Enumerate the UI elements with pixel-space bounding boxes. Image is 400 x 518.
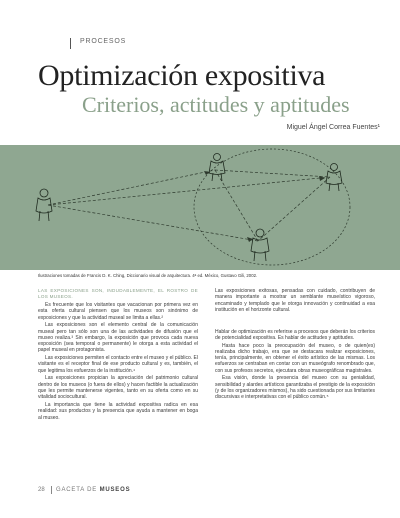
body-paragraph: Las exposiciones son el elemento central de la comunicación museal pero tan sólo son una de las actividades de difusión que el museo realiza.³ Sin embargo, la exposición que provoca cada nueva exposición (sea temporal o permanente) le otorga a esta actividad el papel museal en protagonista. [38,322,198,354]
figure-illustration [0,145,400,270]
magazine-name [56,487,130,493]
text-column-right [215,288,375,402]
figure-person-top [209,154,225,182]
body-paragraph: Hablar de optimización es referirse a procesos que deberán los criterios de potencialidad expositiva. Es hablar de actitudes y aptitudes. [215,328,375,341]
body-paragraph: La importancia que tiene la actividad expositiva radica en esa realidad: sus productos y la presencia que ayuda a mantener en boga al museo. [38,402,198,421]
paragraph-gap [215,315,375,329]
sight-lines [48,170,330,241]
article-subtitle: Criterios, actitudes y aptitudes [82,92,350,117]
body-paragraph: Las exposiciones exitosas, pensadas con cuidado, contribuyen de manera importante a mostrar un semblante museístico vigoroso, encaminado y templado que le otorga innovación y continuidad a esa institución en el horizonte cultural. [215,288,375,313]
magazine-title: MUSEOS [99,487,131,493]
dashed-circle [194,149,350,265]
body-paragraph: Hasta hace poco la preocupación del museo, o de quien(es) realizaba dicho trabajo, era que se destacara realizar exposiciones, tenía, principalmente, en obtener el éxito artístico de las mismas. Los esfuerzos se centraban en contar con un museógrafo renombrado que, con sus profesos secretos, ejecutara obras museográficas magistrales. [215,342,375,374]
body-paragraph: Es frecuente que los visitantes que vacacionan por primera vez en esta oferta cultural piensen que los museos son sinónimo de exposiciones y que la actividad museal se limita a ellas.² [38,301,198,321]
page-number: 28 [38,487,45,493]
body-paragraph: Las exposiciones propician la apreciación del patrimonio cultural dentro de los museos (o fuera de ellos) y hacen factible la actualización que les permite mantenerse vigentes, tanto en su oferta como en su vitalidad sociocultural. [38,375,198,401]
text-column-left [38,288,198,422]
footer-divider [51,486,52,494]
body-paragraph: Las exposiciones permiten el contacto entre el museo y el público. El visitante es el receptor final de ese producto cultural y es, también, el que legitima los esfuerzos de la institución.⁴ [38,355,198,374]
article-title: Optimización expositiva [38,59,326,92]
body-paragraph: Esa visión, donde la presencia del museo con su genialidad, sensibilidad y alardes artísticos garantizaba el prestigio de la exposición (y de los organizadores mismos), ha sido cuestionada por sus limitantes discursivas e interpretativas con el público común.⁵ [215,375,375,401]
arrow-heads [204,171,325,242]
article-author: Miguel Ángel Correa Fuentes¹ [286,124,380,131]
section-label: PROCESOS [80,38,127,45]
section-divider [70,38,71,49]
perspective-diagram [0,145,400,270]
magazine-prefix: GACETA DE [56,487,100,493]
figure-caption: Ilustraciones tomadas de Francis D. K. Ching, Diccionario visual de arquitectura. 4ª ed. México, Gustavo Gili, 2002. [38,273,258,278]
lead-paragraph: LAS EXPOSICIONES SON, INDUDABLEMENTE, EL ROSTRO DE LOS MUSEOS. [38,288,198,300]
